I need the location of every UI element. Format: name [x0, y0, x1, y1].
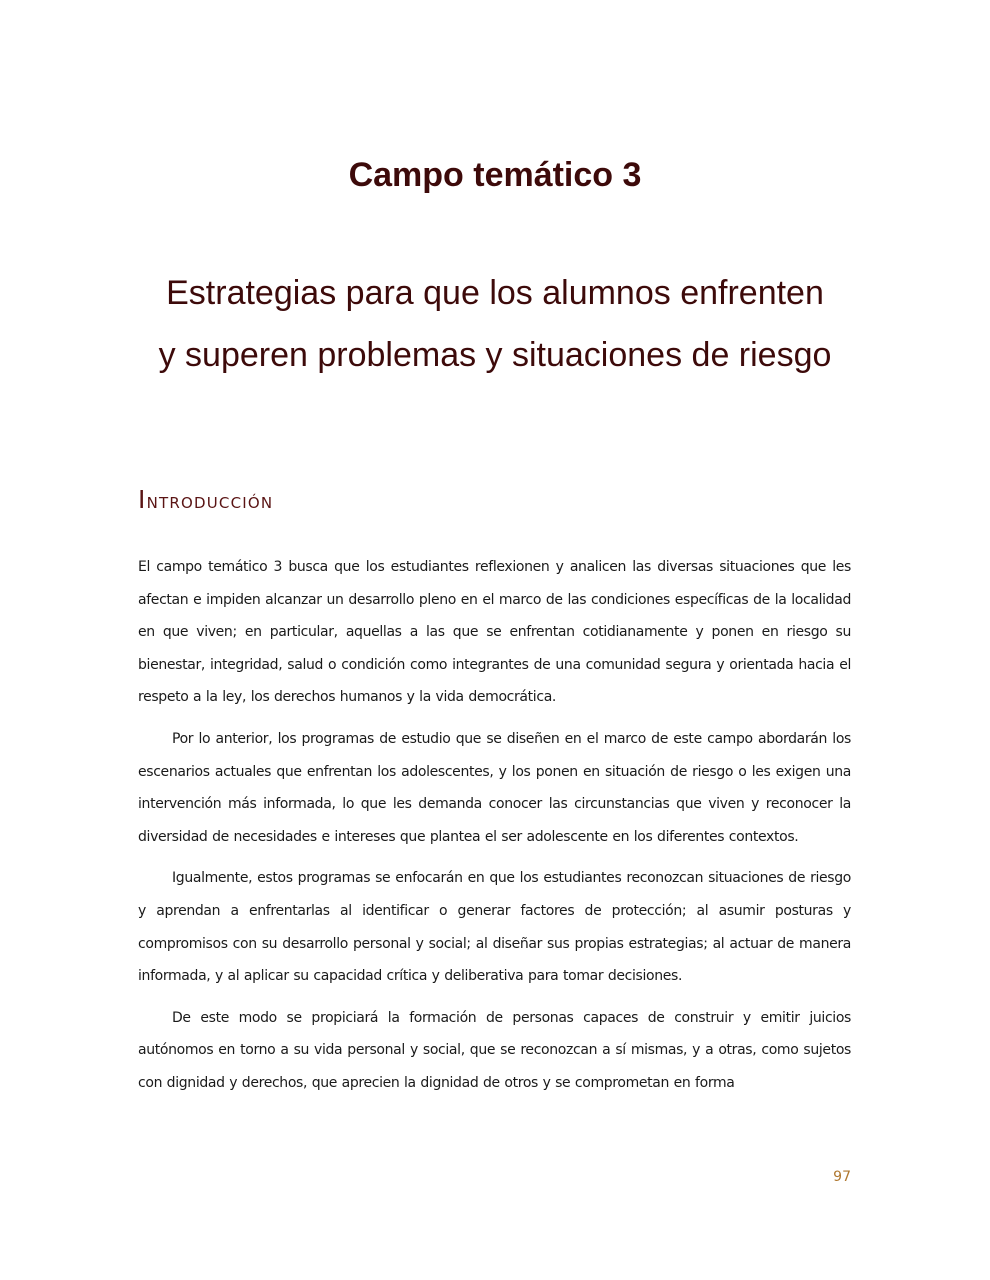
- paragraph-3: Igualmente, estos programas se enfocarán en que los estudiantes reconozcan situaciones de riesgo y aprendan a enfrentarlas al identificar o generar factores de protección; al asumir posturas y compromisos con su desarrollo personal y social; al diseñar sus propias estrategias; al actuar de manera informada, y al aplicar su capacidad crítica y deliberativa para tomar decisiones.: [138, 870, 851, 985]
- body-text: [138, 551, 851, 1109]
- section-heading-initial: I: [138, 485, 147, 514]
- paragraph-4: De este modo se propiciará la formación de personas capaces de construir y emitir juicios autónomos en torno a su vida personal y social, que se reconozcan a sí mismas, y a otras, como sujetos con dignidad y derechos, que aprecien la dignidad de otros y se comprometan en forma: [138, 1009, 851, 1091]
- paragraph-1: El campo temático 3 busca que los estudiantes reflexionen y analicen las diversas situaciones que les afectan e impiden alcanzar un desarrollo pleno en el marco de las condiciones específicas de la localidad en que viven; en particular, aquellas a las que se enfrentan cotidianamente y ponen en riesgo su bienestar, integridad, salud o condición como integrantes de una comunidad segura y orientada hacia el respeto a la ley, los derechos humanos y la vida democrática.: [138, 559, 851, 706]
- subtitle-line-1: Estrategias para que los alumnos enfrenten: [166, 274, 824, 312]
- page-title: Campo temático 3: [348, 156, 642, 194]
- section-heading: [138, 485, 273, 514]
- page-number: 97: [833, 1169, 851, 1185]
- paragraph-2: Por lo anterior, los programas de estudio que se diseñen en el marco de este campo abordarán los escenarios actuales que enfrentan los adolescentes, y los ponen en situación de riesgo o les exigen una intervención más informada, lo que les demanda conocer las circunstancias que viven y reconocer la diversidad de necesidades e intereses que plantea el ser adolescente en los diferentes contextos.: [138, 730, 851, 845]
- page-subtitle: [0, 262, 990, 386]
- subtitle-line-2: y superen problemas y situaciones de riesgo: [158, 336, 832, 374]
- section-heading-rest: ntroducción: [146, 489, 274, 513]
